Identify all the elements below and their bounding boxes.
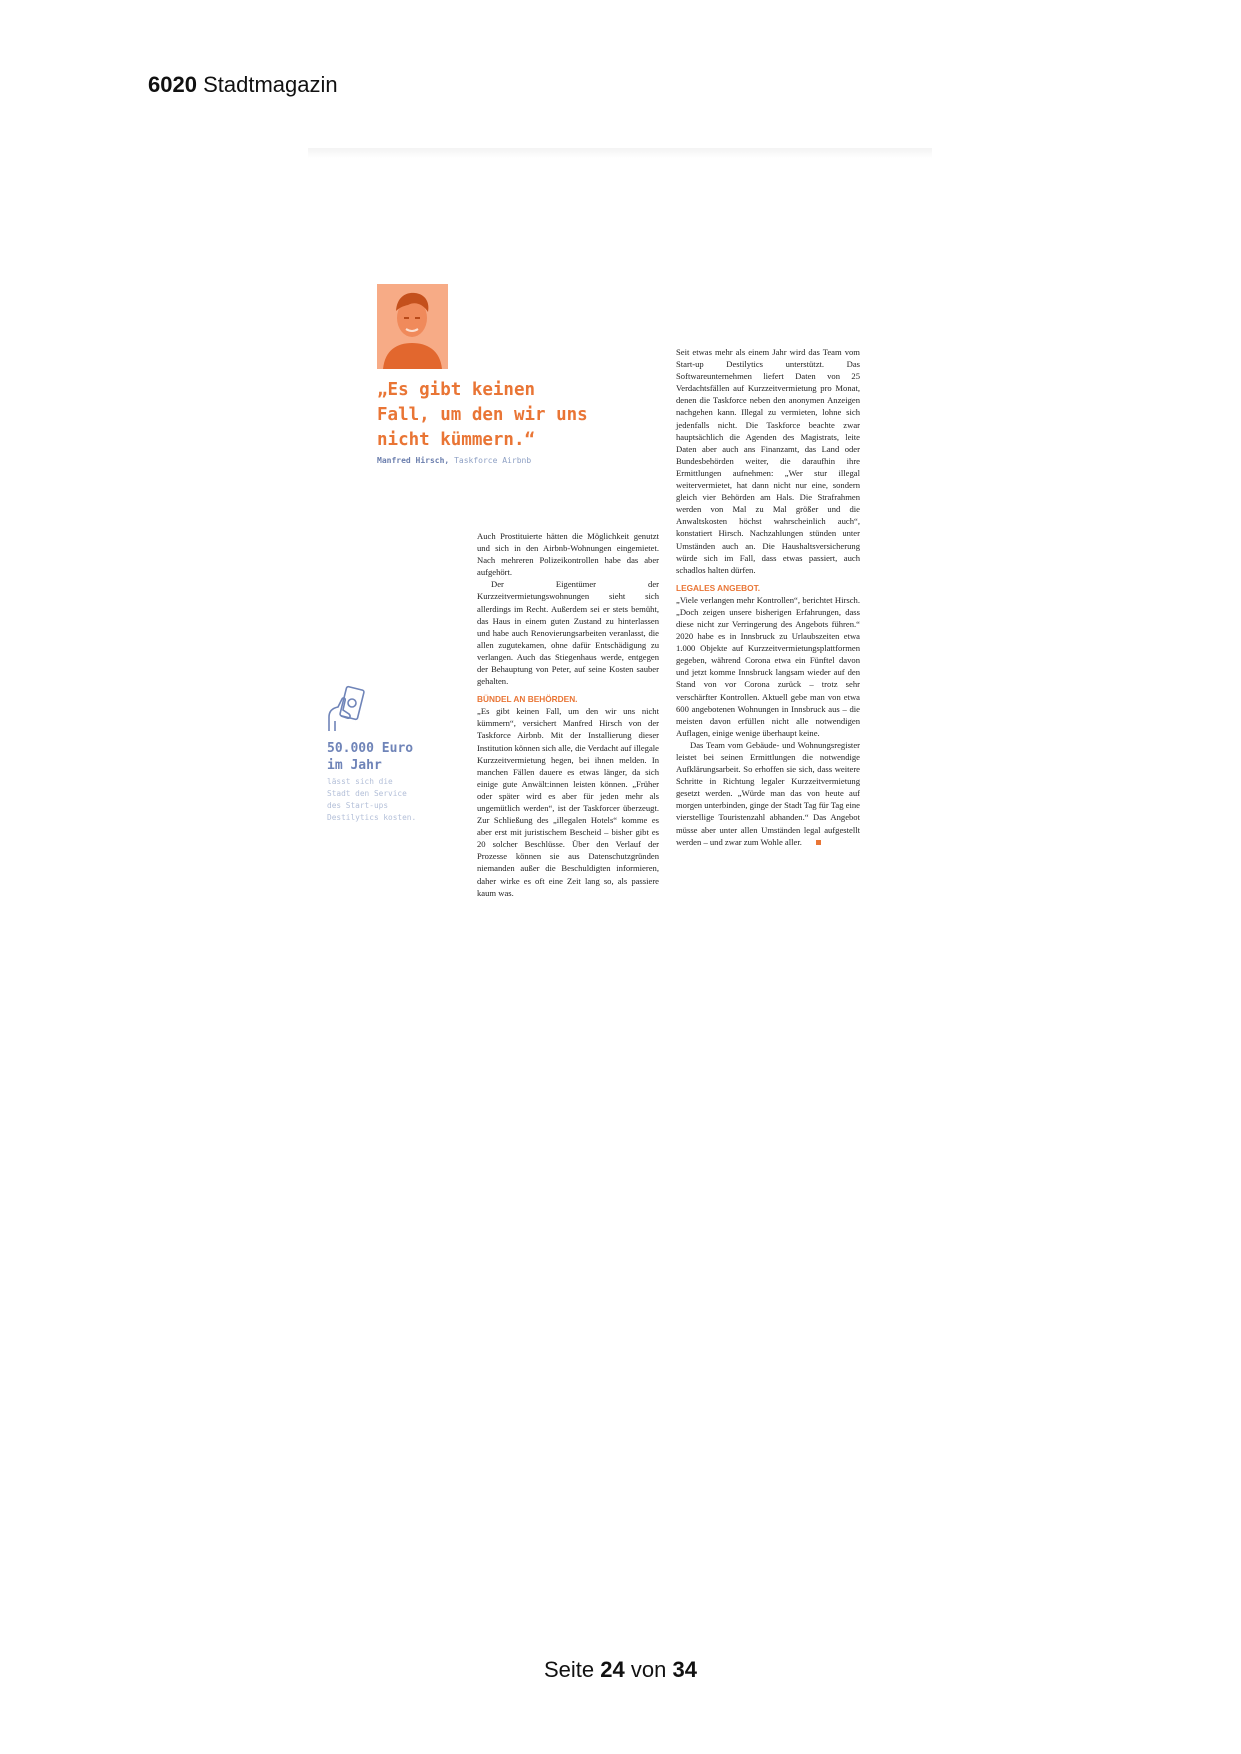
quote-author-name: Manfred Hirsch, [377,456,450,465]
article-paragraph: Der Eigentümer der Kurzzeitvermietungswohnungen sieht sich allerdings im Recht. Außerdem sei er stets bemüht, das Haus in einem guten Zustand zu hinterlassen und habe auch Renovierungsarbeiten veranlasst, die allen zugutekamen, ohne dafür Entschädigung zu verlangen. Auch das Stiegenhaus werde, entgegen der Behauptung von Peter, auf seine Kosten sauber gehalten. [477,579,659,687]
money-hand-icon [325,685,369,738]
article-paragraph: Auch Prostituierte hätten die Möglichkeit genutzt und sich in den Airbnb-Wohnungen eingemietet. Nach mehreren Polizeikontrollen habe das aber aufgehört. [477,531,659,578]
article-scan [308,148,932,956]
article-paragraph: Seit etwas mehr als einem Jahr wird das Team vom Start-up Destilytics unterstützt. Das Softwareunternehmen liefert Daten von 25 Verdachtsfällen auf Kurzzeitvermietung pro Monat, denen die Taskforce neben den anonymen Anzeigen nachgehen kann. Illegal zu vermieten, lohne sich jedenfalls nicht. Die Taskforce beachte zwar hauptsächlich die Agenden des Magistrats, leite Daten aber auch ans Finanzamt, das Land oder Bundesbehörden weiter, die daraufhin ihre Ermittlungen aufnehmen: „Wer stur illegal weitervermietet, hat dann nicht nur eine, sondern gleich vier Behörden am Hals. Die Strafrahmen werden von Mal zu Mal größer und die Anwaltskosten höchst wahrscheinlich auch“, konstatiert Hirsch. Nachzahlungen stünden unter Umständen auch an. Die Haushaltsversicherung würde sich im Fall, dass etwas passiert, auch schadlos halten dürfen. [676,347,860,575]
article-paragraph: „Es gibt keinen Fall, um den wir uns nicht kümmern“, versichert Manfred Hirsch von der Taskforce Airbnb. Mit der Installierung dieser Institution können sich alle, die Verdacht auf illegale Kurzzeitvermietung hegen, bei ihnen melden. In manchen Fällen dauere es etwas länger, da sich einige gute Anwält:innen leisten können. „Früher oder später wird es aber für jeden mehr als ungemütlich werden“, ist der Taskforcer überzeugt. Zur Schließung des „illegalen Hotels“ komme es aber erst mit juristischem Bescheid – bisher gibt es 20 solcher Beschlüsse. Über den Verlauf der Prozesse können sie aus Datenschutzgründen niemanden außer die Beschuldigten informieren, daher wirke es oft eine Zeit lang so, als passiere kaum was. [477,706,659,898]
section-heading: BÜNDEL AN BEHÖRDEN. [477,694,578,705]
article-column-left [477,530,659,899]
page-separator: von [630,1657,667,1682]
article-end-mark [816,840,821,845]
article-paragraph: „Viele verlangen mehr Kontrollen“, berichtet Hirsch. „Doch zeigen unsere bisherigen Erfahrungen, dass diese nicht zur Verringerung des Angebots führen.“ 2020 habe es in Innsbruck zu Urlaubszeiten etwa 1.000 Objekte auf Kurzzeitvermietungsplattformen gegeben, während Corona etwa ein Fünftel davon und jetzt komme Innsbruck langsam wieder auf den Stand von vor Corona zurück – trotz sehr verschärfter Kontrollen. Aktuell gebe man von etwa 600 angebotenen Wohnungen in Innsbruck aus – die meisten davon erfüllen nicht alle notwendigen Auflagen, einige wenige überhaupt keine. [676,594,860,738]
article-paragraph-text: Das Team vom Gebäude- und Wohnungsregister leistet bei seinen Ermittlungen die notwendige Aufklärungsarbeit. So erhoffen sie sich, dass weitere Schritte in Richtung legaler Kurzzeitvermietung gesetzt werden. „Würde man das von heute auf morgen unterbinden, ginge der Stadt Tag für Tag eine vierstellige Touristenzahl abhanden.“ Das Angebot müsse aber unter allen Umständen legal aufgestellt werden – und zwar zum Wohle aller. [676,739,860,847]
stat-callout-title [327,740,447,774]
pull-quote [377,378,627,453]
pull-quote-line: nicht kümmern.“ [377,430,536,450]
stat-text-line: Destilytics kosten. [327,813,417,822]
current-page-number: 24 [600,1657,625,1682]
pull-quote-line: Fall, um den wir uns [377,405,588,425]
publication-header [148,72,338,98]
page-label: Seite [544,1657,595,1682]
stat-title-line: im Jahr [327,758,382,773]
stat-text-line: lässt sich die [327,777,393,786]
quote-attribution [377,456,531,465]
pull-quote-line: „Es gibt keinen [377,380,536,400]
section-heading: LEGALES ANGEBOT. [676,582,761,593]
article-paragraph-last [676,739,860,848]
stat-title-line: 50.000 Euro [327,741,414,756]
quote-author-role: Taskforce Airbnb [454,456,532,465]
stat-callout-text [327,776,437,824]
page-footer [0,1657,1241,1683]
author-portrait [377,284,448,369]
stat-text-line: Stadt den Service [327,789,407,798]
publication-number: 6020 [148,72,197,97]
publication-name: Stadtmagazin [203,72,338,97]
stat-text-line: des Start-ups [327,801,389,810]
scan-top-shade [308,148,932,158]
article-column-right [676,346,860,848]
total-page-count: 34 [672,1657,697,1682]
